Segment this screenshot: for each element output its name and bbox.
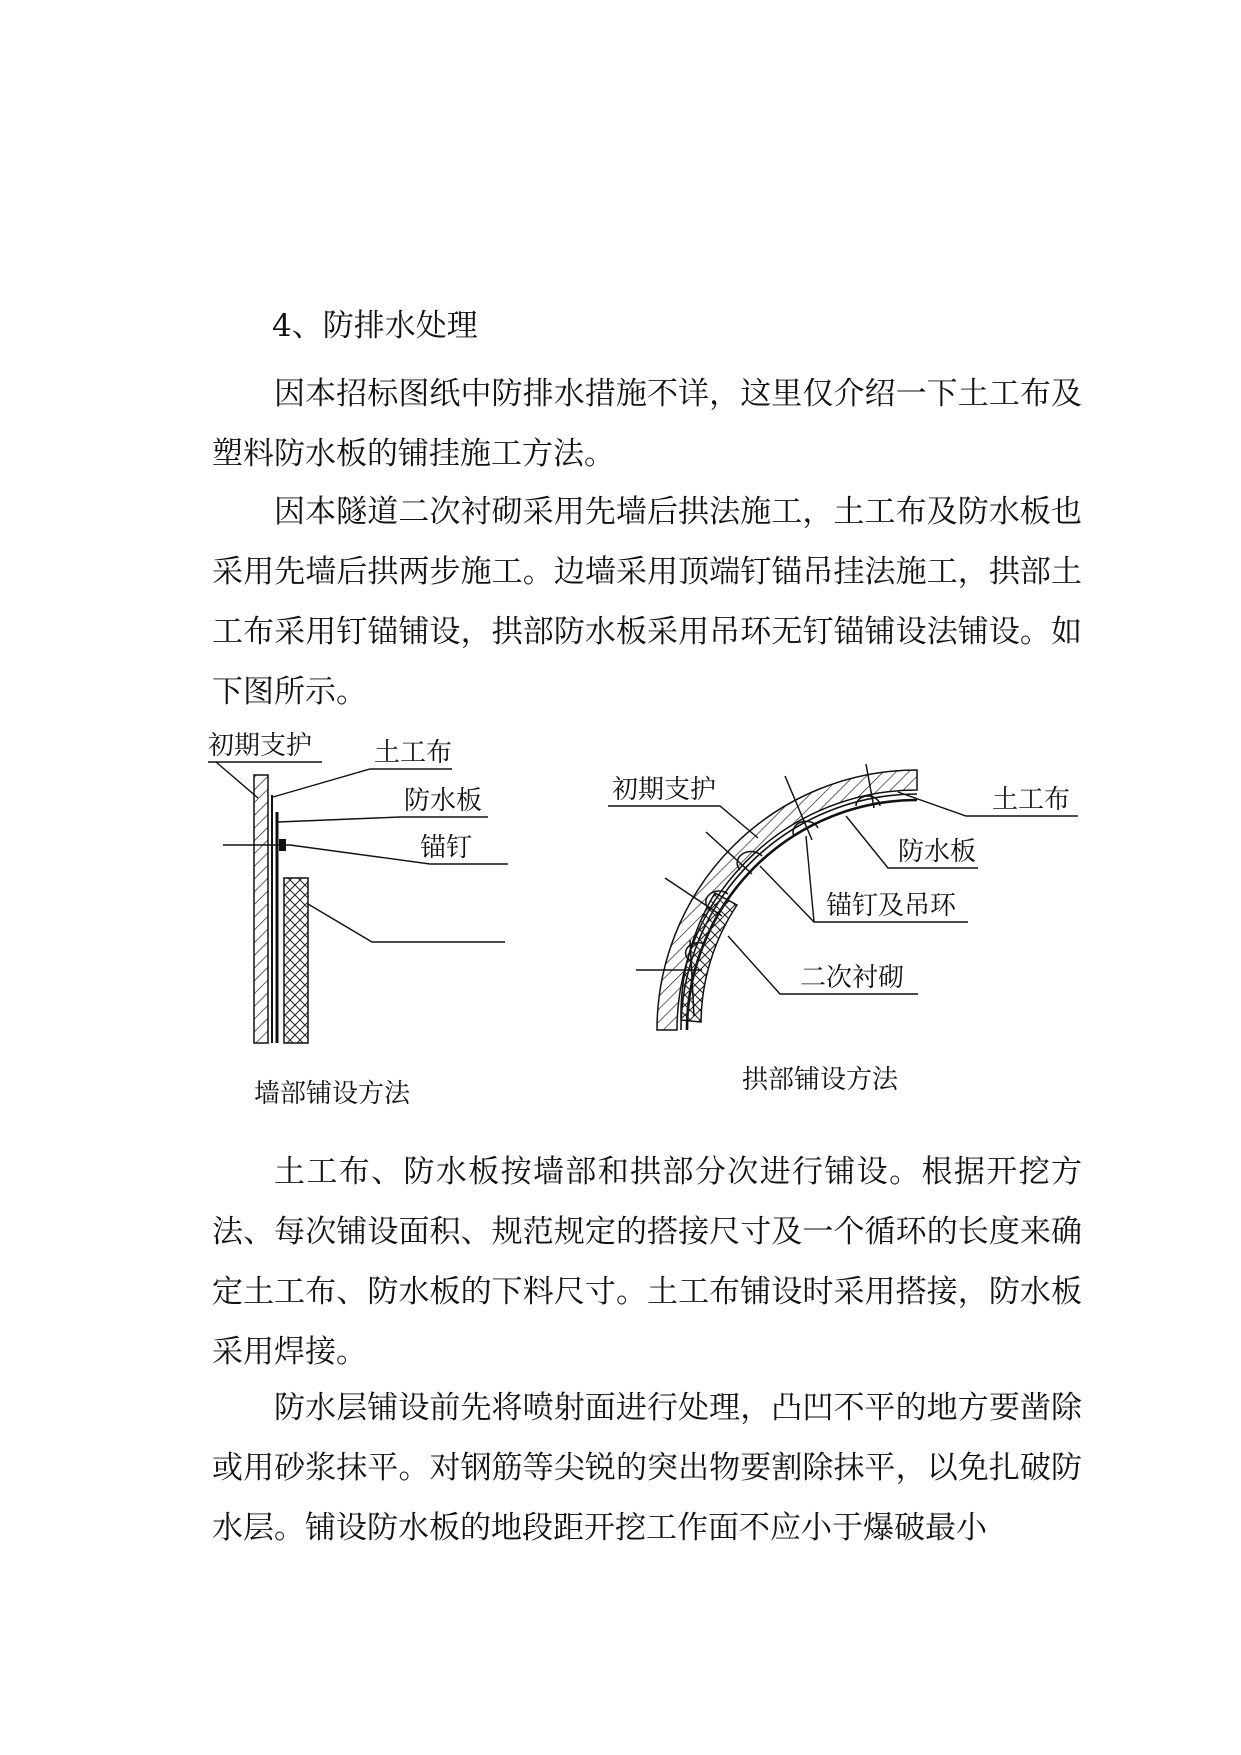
caption-wall: 墙部铺设方法	[254, 1079, 411, 1109]
paragraph-4: 防水层铺设前先将喷射面进行处理，凸凹不平的地方要凿除或用砂浆抹平。对钢筋等尖锐的突出物要割除抹平，以免扎破防水层。铺设防水板的地段距开挖工作面不应小于爆破最小	[212, 1390, 1082, 1546]
paragraph-2: 因本隧道二次衬砌采用先墙后拱法施工，土工布及防水板也采用先墙后拱两步施工。边墙采用顶端钉锚吊挂法施工，拱部土工布采用钉锚铺设，拱部防水板采用吊环无钉锚铺设法铺设。如下图所示。	[212, 494, 1082, 710]
paragraph-1: 因本招标图纸中防排水措施不详，这里仅介绍一下土工布及塑料防水板的铺挂施工方法。	[212, 376, 1082, 472]
label-geotextile-arch: 土工布	[992, 785, 1071, 815]
wall-figure	[208, 731, 508, 1109]
leader-secondary-lining	[308, 904, 505, 942]
leader-anchor-nail	[290, 845, 508, 864]
wall-initial-support-layer	[254, 775, 268, 1043]
label-anchor-nail-wall: 锚钉	[420, 833, 473, 863]
caption-arch: 拱部铺设方法	[742, 1065, 899, 1095]
leader-waterproof-board	[278, 817, 488, 822]
label-secondary-lining-arch: 二次衬砌	[800, 963, 905, 993]
section-heading: 4、防排水处理	[272, 308, 478, 344]
leader-arch-anchor-ring-2	[760, 866, 814, 922]
arch-figure	[608, 764, 1078, 1095]
paragraph-3: 土工布、防水板按墙部和拱部分次进行铺设。根据开挖方法、每次铺设面积、规范规定的搭接尺寸及一个循环的长度来确定土工布、防水板的下料尺寸。土工布铺设时采用搭接，防水板采用焊接。	[212, 1154, 1082, 1370]
label-initial-support-wall: 初期支护	[208, 731, 313, 761]
wall-anchor-head	[279, 839, 286, 851]
label-initial-support-arch: 初期支护	[612, 775, 717, 805]
label-geotextile-wall: 土工布	[374, 738, 453, 768]
label-waterproof-board-wall: 防水板	[404, 786, 483, 816]
leader-arch-initial-support	[608, 806, 758, 838]
label-waterproof-board-arch: 防水板	[898, 837, 977, 867]
wall-secondary-lining-block	[284, 878, 308, 1043]
leader-initial-support	[216, 762, 258, 798]
label-anchor-ring-arch: 锚钉及吊环	[826, 891, 957, 921]
